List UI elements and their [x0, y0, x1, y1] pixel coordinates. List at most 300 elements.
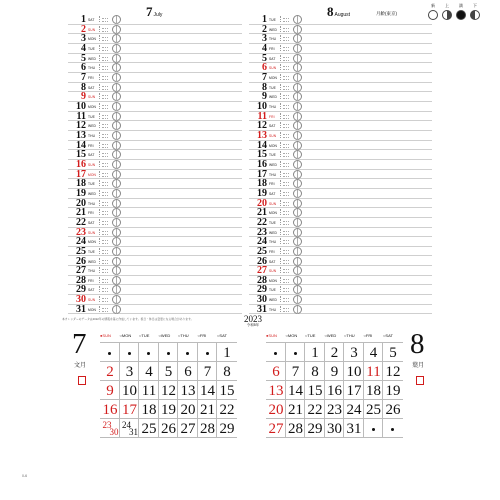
august-mini-date: 15 — [307, 383, 323, 399]
july-weekday-label: MON — [88, 240, 96, 245]
july-weekday-label: FRI — [88, 278, 94, 283]
august-mini-empty-dot — [274, 352, 277, 355]
august-day-number: 11 — [257, 110, 267, 122]
july-schedule-marks-icon — [99, 113, 110, 119]
july-mini-empty-dot — [167, 352, 170, 355]
august-weekday-label: THU — [269, 240, 277, 245]
july-day-row — [68, 92, 242, 102]
july-moon-circle-icon — [112, 189, 121, 198]
august-moon-circle-icon — [293, 160, 302, 169]
august-day-row — [249, 83, 432, 93]
july-mini-date: 31 — [129, 427, 138, 437]
july-moon-circle-icon — [112, 199, 121, 208]
moon-label-full: 満 — [459, 3, 463, 8]
august-schedule-marks-icon — [280, 142, 291, 148]
august-schedule-marks-icon — [280, 55, 291, 61]
august-day-row — [249, 257, 432, 267]
july-mini-empty-dot — [128, 352, 131, 355]
july-moon-circle-icon — [112, 131, 121, 140]
july-mini-date: 1 — [223, 345, 231, 361]
august-schedule-marks-icon — [280, 84, 291, 90]
august-mini-date: 13 — [268, 383, 284, 399]
august-mini-weekday-header: ○MON — [285, 333, 298, 338]
august-moon-circle-icon — [293, 189, 302, 198]
august-schedule-marks-icon — [280, 200, 291, 206]
july-day-row — [68, 305, 242, 315]
july-day-number: 15 — [76, 149, 86, 161]
july-day-number: 29 — [76, 284, 86, 296]
august-weekday-label: FRI — [269, 182, 275, 187]
august-day-row — [249, 92, 432, 102]
august-mini-date: 10 — [346, 364, 362, 380]
july-stamp-icon — [78, 376, 86, 385]
july-mini-date: 10 — [122, 383, 137, 399]
august-day-number: 3 — [262, 33, 267, 45]
first-quarter-icon — [442, 10, 452, 20]
july-moon-circle-icon — [112, 228, 121, 237]
july-weekday-label: WED — [88, 259, 96, 264]
july-day-row — [68, 237, 242, 247]
july-moon-circle-icon — [112, 15, 121, 24]
august-mini-weekday-header: ●SUN — [266, 333, 277, 338]
july-day-row — [68, 63, 242, 73]
july-moon-circle-icon — [112, 160, 121, 169]
august-day-row — [249, 63, 432, 73]
august-day-number: 14 — [257, 139, 267, 151]
july-mini-date: 28 — [200, 421, 215, 437]
july-schedule-marks-icon — [99, 103, 110, 109]
july-weekday-label: WED — [88, 56, 96, 61]
august-day-row — [249, 266, 432, 276]
moon-label-first: 上 — [445, 3, 449, 8]
august-moon-circle-icon — [293, 63, 302, 72]
august-day-row — [249, 218, 432, 228]
july-month-number: 7 — [146, 4, 153, 19]
august-schedule-marks-icon — [280, 45, 291, 51]
july-moon-circle-icon — [112, 63, 121, 72]
july-weekday-label: TUE — [88, 46, 95, 51]
july-moon-circle-icon — [112, 44, 121, 53]
july-day-number: 17 — [76, 168, 86, 180]
july-weekday-label: SAT — [88, 18, 95, 22]
august-big-number: 8 — [410, 328, 425, 360]
july-day-row — [68, 228, 242, 238]
august-moon-circle-icon — [293, 131, 302, 140]
july-weekday-label: SUN — [88, 95, 96, 100]
august-day-row — [249, 102, 432, 112]
july-schedule-marks-icon — [99, 258, 110, 264]
july-day-number: 26 — [76, 255, 86, 267]
july-mini-date: 11 — [141, 383, 157, 399]
july-day-number: 5 — [81, 52, 86, 64]
august-day-row — [249, 34, 432, 44]
july-day-number: 30 — [76, 294, 86, 306]
august-moon-circle-icon — [293, 112, 302, 121]
august-day-row — [249, 228, 432, 238]
july-mini-empty-dot — [206, 352, 209, 355]
july-mini-date: 2 — [106, 364, 114, 380]
july-mini-date: 5 — [164, 364, 173, 380]
july-day-row — [68, 266, 242, 276]
july-mini-weekday-header: ○WED — [158, 333, 171, 338]
july-moon-circle-icon — [112, 257, 121, 266]
july-moon-circle-icon — [112, 73, 121, 82]
august-mini-date: 12 — [385, 364, 401, 380]
august-moon-circle-icon — [293, 15, 302, 24]
august-schedule-marks-icon — [280, 35, 291, 41]
august-mini-date: 28 — [288, 421, 303, 437]
year-label: 2023 — [244, 314, 262, 324]
august-day-number: 1 — [262, 14, 267, 25]
july-day-number: 24 — [76, 236, 86, 248]
july-moon-circle-icon — [112, 112, 121, 121]
july-mini-date: 29 — [219, 421, 235, 437]
july-moon-circle-icon — [112, 237, 121, 246]
july-mini-date: 17 — [122, 402, 137, 418]
july-moon-circle-icon — [112, 34, 121, 43]
july-mini-date: 23 — [102, 420, 112, 430]
notice-text: 本カレンダーのデータは2022年の情報を基に作成しています。祝日・休日は変更になる場合があります。 — [62, 317, 194, 321]
july-schedule-marks-icon — [99, 16, 110, 22]
july-day-number: 25 — [76, 245, 86, 257]
august-schedule-marks-icon — [280, 306, 291, 312]
july-mini-date: 3 — [125, 364, 134, 380]
august-day-number: 4 — [262, 42, 267, 54]
august-mini-date: 17 — [346, 383, 362, 399]
july-moon-circle-icon — [112, 92, 121, 101]
july-schedule-marks-icon — [99, 286, 110, 292]
july-schedule-marks-icon — [99, 171, 110, 177]
august-mini-empty-dot — [294, 352, 297, 355]
august-kanji-name: 葉月 — [412, 363, 425, 369]
new-moon-icon — [428, 10, 438, 20]
august-mini-date: 29 — [307, 421, 323, 437]
august-mini-date: 22 — [307, 402, 323, 418]
august-mini-date: 5 — [389, 345, 397, 361]
august-day-row — [249, 112, 432, 122]
august-day-row — [249, 247, 432, 257]
july-weekday-label: WED — [88, 191, 96, 196]
august-moon-circle-icon — [293, 150, 302, 159]
july-day-row — [68, 44, 242, 54]
july-schedule-marks-icon — [99, 296, 110, 302]
august-mini-date: 16 — [327, 383, 342, 399]
august-weekday-label: TUE — [269, 288, 276, 293]
august-weekday-label: WED — [269, 27, 277, 32]
july-day-number: 10 — [76, 100, 86, 112]
july-day-row — [68, 160, 242, 170]
august-day-row — [249, 25, 432, 35]
august-moon-circle-icon — [293, 305, 302, 314]
august-moon-circle-icon — [293, 257, 302, 266]
july-month-name: July — [153, 12, 163, 18]
july-mini-weekday-header: ○THU — [178, 333, 189, 338]
august-day-number: 25 — [257, 245, 267, 257]
july-day-number: 8 — [81, 81, 86, 93]
july-moon-circle-icon — [112, 247, 121, 256]
july-day-row — [68, 208, 242, 218]
july-weekday-label: SAT — [88, 85, 95, 90]
july-mini-weekday-header: ○SAT — [217, 333, 227, 338]
july-mini-date: 16 — [102, 402, 118, 418]
august-schedule-marks-icon — [280, 248, 291, 254]
august-moon-circle-icon — [293, 54, 302, 63]
july-mini-date: 20 — [180, 402, 196, 418]
august-mini-weekday-header: ○THU — [344, 333, 355, 338]
august-mini-weekday-header: ○WED — [324, 333, 337, 338]
july-schedule-marks-icon — [99, 267, 110, 273]
august-mini-weekday-header: ○SAT — [383, 333, 393, 338]
july-weekday-label: SUN — [88, 27, 96, 32]
july-weekday-label: FRI — [88, 143, 94, 148]
august-moon-circle-icon — [293, 218, 302, 227]
july-day-number: 9 — [81, 91, 86, 103]
july-moon-circle-icon — [112, 285, 121, 294]
july-day-number: 21 — [76, 207, 86, 219]
august-day-number: 15 — [257, 149, 267, 161]
august-weekday-label: FRI — [269, 114, 275, 119]
august-weekday-label: MON — [269, 211, 277, 216]
moon-legend-label: 月齢(東京) — [376, 11, 397, 16]
july-weekday-label: SUN — [88, 298, 96, 303]
moon-label-last: 下 — [473, 3, 477, 8]
august-weekday-label: THU — [269, 172, 277, 177]
august-weekday-label: WED — [269, 230, 277, 235]
august-day-number: 18 — [257, 178, 267, 190]
august-weekday-label: WED — [269, 162, 277, 167]
july-weekday-label: SAT — [88, 220, 95, 225]
august-weekday-label: TUE — [269, 153, 276, 158]
august-day-row — [249, 54, 432, 64]
august-day-row — [249, 305, 432, 315]
july-mini-date: 4 — [145, 364, 153, 380]
august-schedule-marks-icon — [280, 103, 291, 109]
july-schedule-marks-icon — [99, 161, 110, 167]
august-schedule-marks-icon — [280, 296, 291, 302]
august-day-row — [249, 189, 432, 199]
july-day-number: 27 — [76, 265, 86, 277]
august-day-row — [249, 199, 432, 209]
july-day-number: 3 — [81, 33, 86, 45]
july-weekday-label: SUN — [88, 230, 96, 235]
july-mini-date: 8 — [223, 364, 231, 380]
august-schedule-marks-icon — [280, 132, 291, 138]
august-moon-circle-icon — [293, 121, 302, 130]
august-mini-date: 19 — [385, 383, 401, 399]
august-moon-circle-icon — [293, 237, 302, 246]
august-mini-empty-dot — [372, 428, 375, 431]
july-day-number: 12 — [76, 120, 86, 132]
august-moon-circle-icon — [293, 83, 302, 92]
july-schedule-marks-icon — [99, 209, 110, 215]
august-schedule-marks-icon — [280, 16, 291, 22]
july-schedule-marks-icon — [99, 229, 110, 235]
july-weekday-label: FRI — [88, 211, 94, 216]
august-schedule-marks-icon — [280, 93, 291, 99]
august-day-number: 19 — [257, 187, 267, 199]
august-moon-circle-icon — [293, 44, 302, 53]
july-day-number: 7 — [81, 71, 86, 83]
july-mini-date: 18 — [141, 402, 157, 418]
july-mini-date: 14 — [200, 383, 215, 399]
august-moon-circle-icon — [293, 92, 302, 101]
august-day-row — [249, 237, 432, 247]
july-day-row — [68, 54, 242, 64]
july-schedule-marks-icon — [99, 64, 110, 70]
august-day-number: 20 — [257, 197, 267, 209]
july-mini-empty-dot — [147, 352, 150, 355]
july-moon-circle-icon — [112, 54, 121, 63]
july-day-row — [68, 25, 242, 35]
july-mini-date: 15 — [219, 383, 235, 399]
august-weekday-label: SUN — [269, 201, 277, 206]
august-weekday-label: SUN — [269, 269, 277, 274]
august-mini-grid-line — [266, 437, 403, 438]
august-mini-date: 26 — [385, 402, 401, 418]
august-weekday-label: FRI — [269, 249, 275, 254]
july-moon-circle-icon — [112, 141, 121, 150]
august-weekday-label: TUE — [269, 85, 276, 90]
july-mini-date: 19 — [161, 402, 176, 418]
july-day-number: 31 — [76, 303, 86, 315]
july-schedule-marks-icon — [99, 26, 110, 32]
august-day-row — [249, 141, 432, 151]
july-moon-circle-icon — [112, 150, 121, 159]
august-day-number: 17 — [257, 168, 267, 180]
july-schedule-marks-icon — [99, 180, 110, 186]
august-schedule-marks-icon — [280, 171, 291, 177]
august-weekday-label: SAT — [269, 191, 276, 196]
july-day-row — [68, 15, 242, 25]
august-mini-date: 20 — [268, 402, 284, 418]
august-moon-circle-icon — [293, 170, 302, 179]
july-weekday-label: SAT — [88, 153, 95, 158]
august-day-number: 30 — [257, 294, 267, 306]
july-schedule-marks-icon — [99, 142, 110, 148]
august-day-row — [249, 73, 432, 83]
august-schedule-marks-icon — [280, 219, 291, 225]
july-mini-date: 21 — [200, 402, 215, 418]
august-day-number: 28 — [257, 274, 267, 286]
july-schedule-marks-icon — [99, 45, 110, 51]
july-day-number: 6 — [81, 62, 86, 74]
july-mini-weekday-header: ○MON — [119, 333, 132, 338]
july-moon-circle-icon — [112, 266, 121, 275]
july-mini-weekday-header: ○TUE — [139, 333, 150, 338]
july-moon-circle-icon — [112, 25, 121, 34]
july-weekday-label: FRI — [88, 75, 94, 80]
august-day-row — [249, 131, 432, 141]
july-day-row — [68, 276, 242, 286]
july-mini-date: 22 — [219, 402, 235, 418]
august-mini-date: 6 — [272, 364, 280, 380]
august-day-row — [249, 285, 432, 295]
july-weekday-label: TUE — [88, 249, 95, 254]
august-mini-date: 25 — [366, 402, 381, 418]
august-weekday-label: SAT — [269, 124, 276, 129]
july-day-number: 23 — [76, 226, 86, 238]
july-mini-date: 12 — [161, 383, 176, 399]
july-day-row — [68, 285, 242, 295]
july-day-row — [68, 112, 242, 122]
july-day-row — [68, 83, 242, 93]
august-weekday-label: WED — [269, 298, 277, 303]
july-schedule-marks-icon — [99, 35, 110, 41]
july-mini-grid-line — [100, 437, 237, 438]
august-moon-circle-icon — [293, 228, 302, 237]
august-schedule-marks-icon — [280, 209, 291, 215]
july-kanji-name: 文月 — [74, 363, 87, 369]
august-mini-date: 8 — [311, 364, 319, 380]
august-weekday-label: SUN — [269, 133, 277, 138]
august-moon-circle-icon — [293, 285, 302, 294]
august-moon-circle-icon — [293, 266, 302, 275]
july-mini-date: 30 — [109, 427, 119, 437]
july-weekday-label: SUN — [88, 162, 96, 167]
july-moon-circle-icon — [112, 170, 121, 179]
july-day-number: 14 — [76, 139, 86, 151]
july-day-row — [68, 131, 242, 141]
august-weekday-label: SUN — [269, 66, 277, 71]
august-weekday-label: TUE — [269, 220, 276, 225]
august-schedule-marks-icon — [280, 258, 291, 264]
july-mini-date: 7 — [203, 364, 212, 380]
july-day-row — [68, 189, 242, 199]
august-schedule-marks-icon — [280, 286, 291, 292]
july-day-number: 20 — [76, 197, 86, 209]
august-day-number: 7 — [262, 71, 267, 83]
july-day-row — [68, 199, 242, 209]
august-day-number: 26 — [257, 255, 267, 267]
august-day-number: 9 — [262, 91, 267, 103]
july-big-number: 7 — [72, 328, 87, 360]
july-mini-date: 9 — [106, 383, 114, 399]
july-moon-circle-icon — [112, 276, 121, 285]
august-day-number: 5 — [262, 52, 267, 64]
july-schedule-marks-icon — [99, 122, 110, 128]
july-weekday-label: THU — [88, 201, 96, 206]
july-weekday-label: MON — [88, 37, 96, 42]
july-moon-circle-icon — [112, 218, 121, 227]
july-mini-weekday-header: ○FRI — [197, 333, 207, 338]
july-day-row — [68, 34, 242, 44]
august-moon-circle-icon — [293, 199, 302, 208]
july-mini-empty-dot — [186, 352, 189, 355]
july-schedule-marks-icon — [99, 93, 110, 99]
july-schedule-marks-icon — [99, 132, 110, 138]
august-day-number: 13 — [257, 129, 267, 141]
july-day-row — [68, 102, 242, 112]
july-moon-circle-icon — [112, 121, 121, 130]
august-weekday-label: SAT — [269, 259, 276, 264]
july-day-row — [68, 257, 242, 267]
august-day-number: 24 — [257, 236, 267, 248]
august-mini-date: 7 — [291, 364, 300, 380]
august-moon-circle-icon — [293, 73, 302, 82]
august-mini-date: 23 — [327, 402, 342, 418]
july-weekday-label: THU — [88, 133, 96, 138]
august-mini-weekday-header: ○FRI — [363, 333, 373, 338]
moon-label-new: 新 — [431, 3, 435, 8]
august-mini-date: 14 — [288, 383, 303, 399]
august-schedule-marks-icon — [280, 267, 291, 273]
july-day-number: 1 — [81, 14, 86, 25]
july-weekday-label: THU — [88, 269, 96, 274]
august-moon-circle-icon — [293, 102, 302, 111]
august-day-number: 29 — [257, 284, 267, 296]
july-day-number: 11 — [76, 110, 86, 122]
july-mini-date: 27 — [180, 421, 196, 437]
